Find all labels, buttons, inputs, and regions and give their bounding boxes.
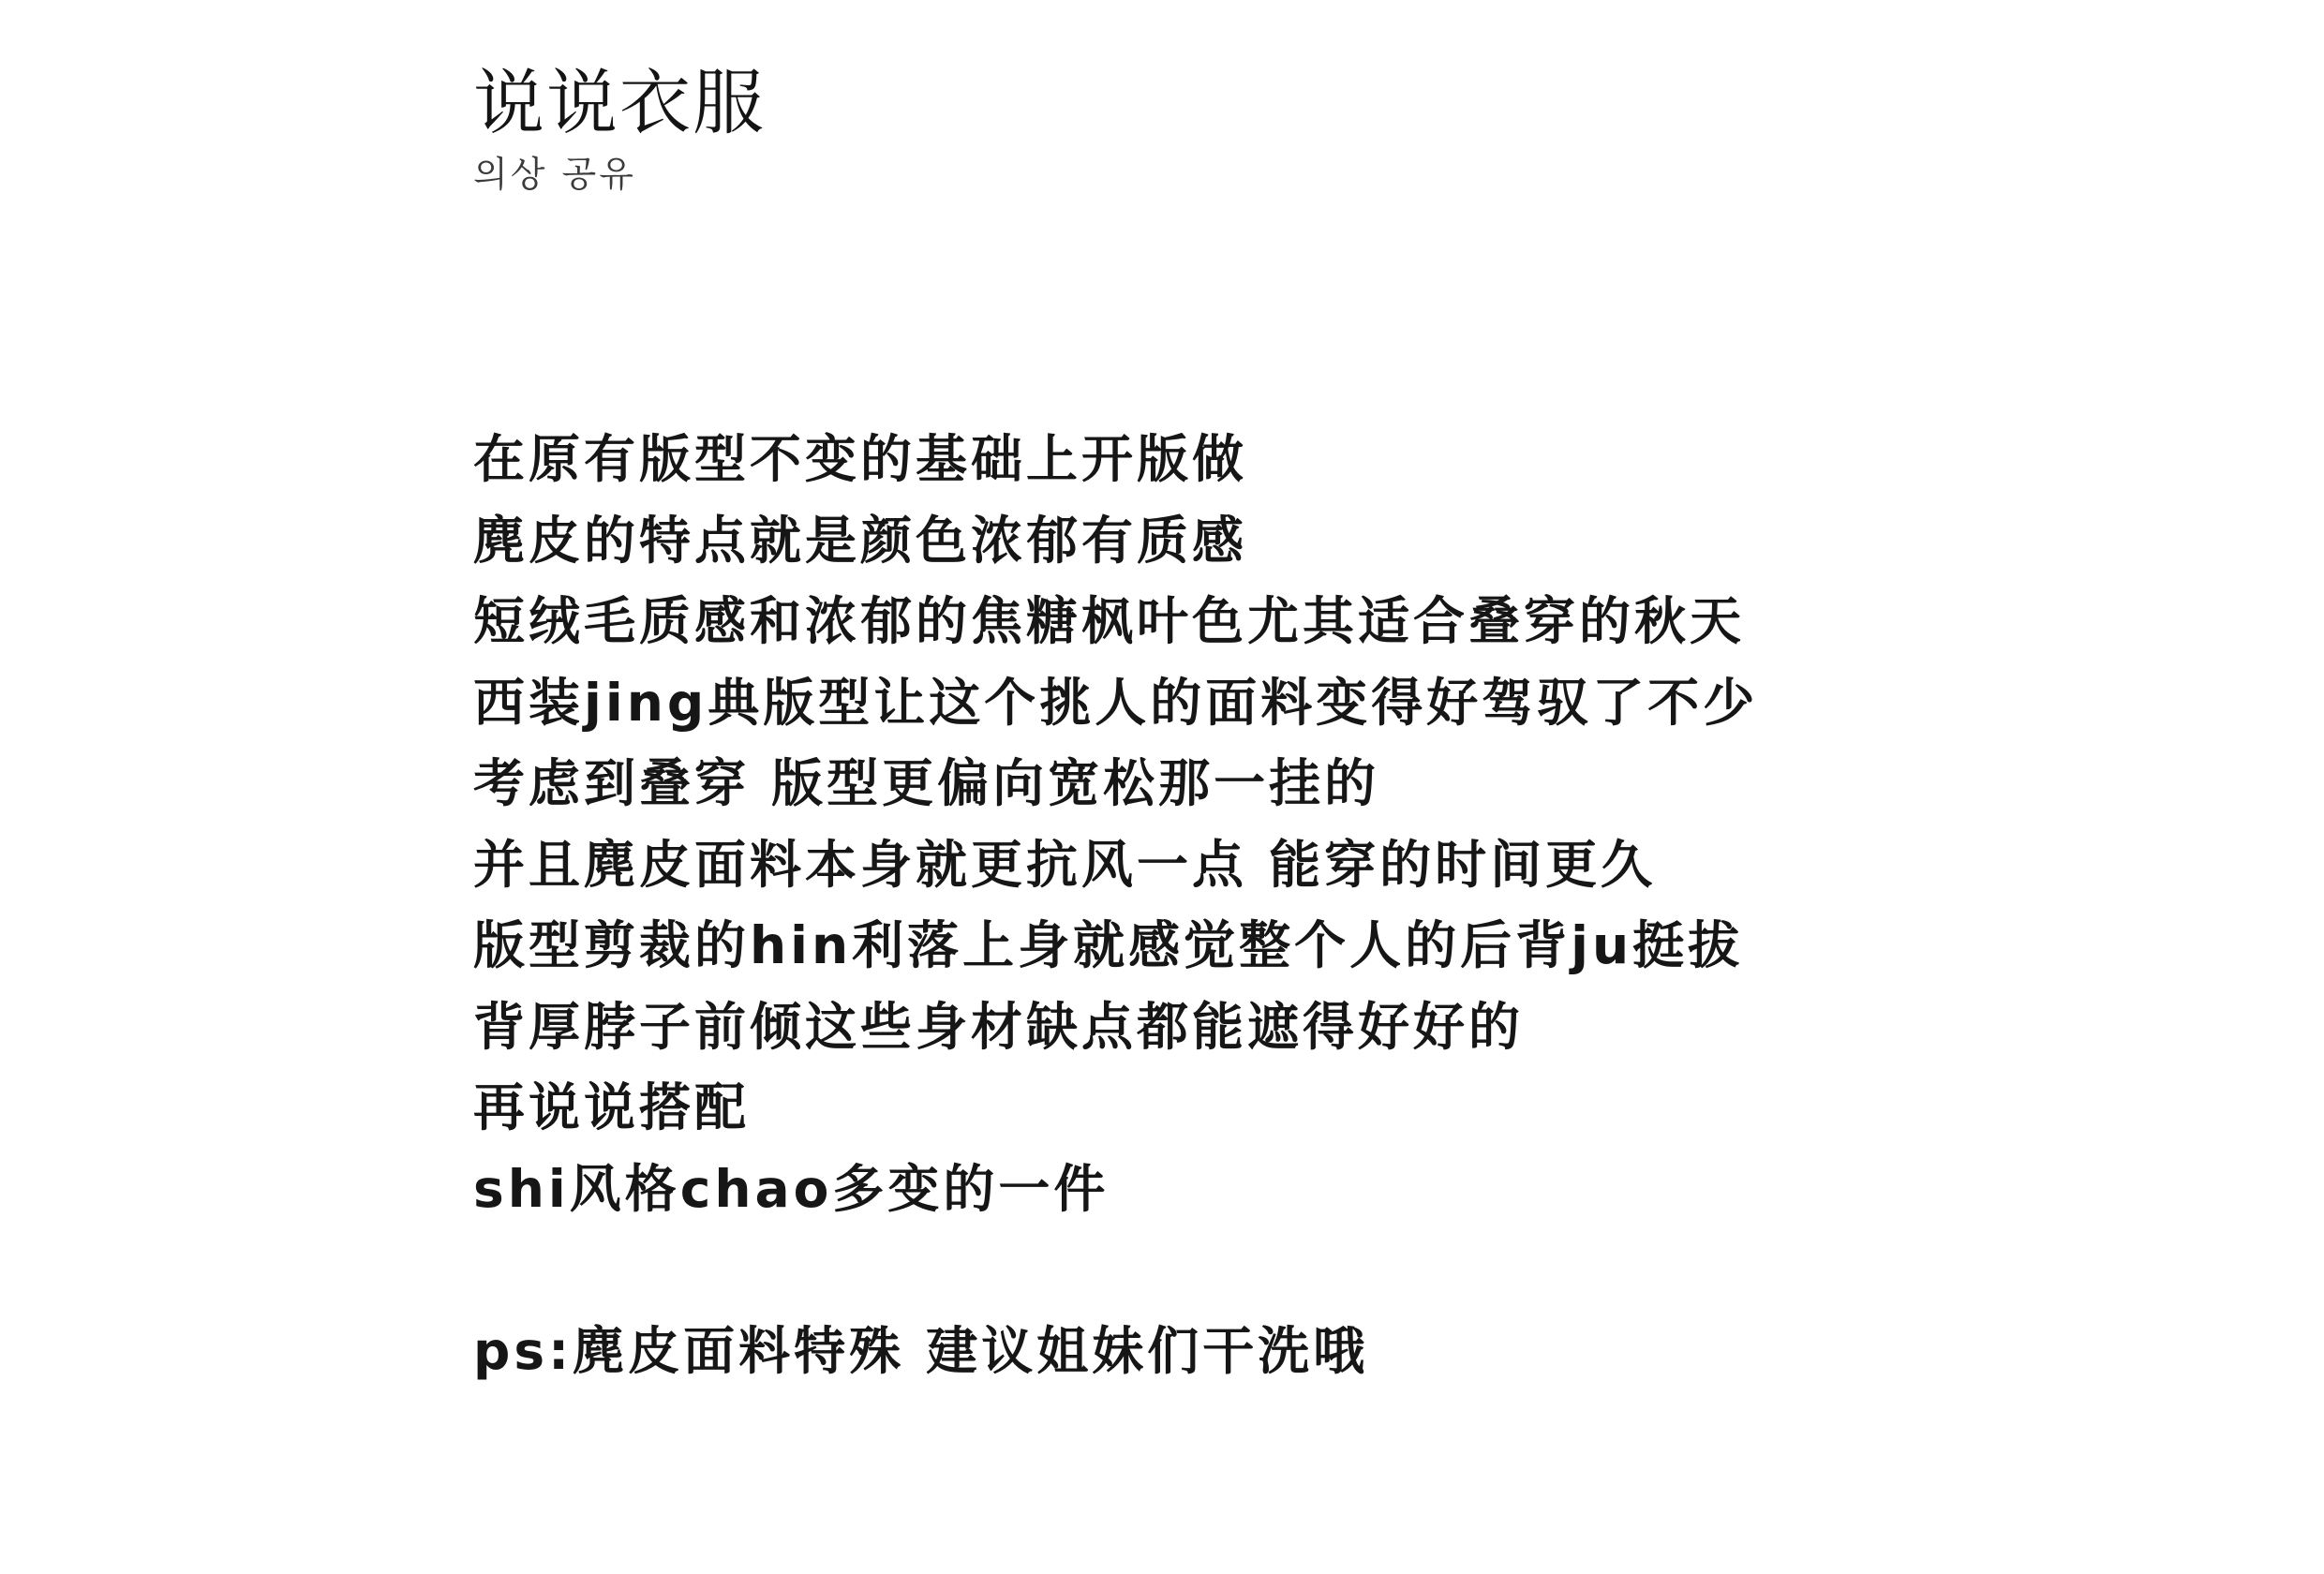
text-line: 短绒毛质感和浓郁的焦糖枫叶色尤其适合叠穿的秋天: [473, 591, 1746, 651]
page-title: 说说衣服: [473, 61, 766, 144]
text-line: 在原有版型不变的基础上开版做: [473, 429, 1248, 489]
text-line: 背厚脖子前倾这些身材缺点都能遮得好好的: [473, 996, 1525, 1057]
document-header: [473, 58, 766, 197]
body-text: [473, 419, 2254, 1391]
blank-line: [473, 1229, 2254, 1311]
text-line: 西装jing典版型让这个挑人的面料变得好驾驭了不少: [473, 672, 1759, 733]
page-subtitle: 의상 공유: [473, 154, 636, 195]
text-line: shi风格chao多变的一件: [473, 1158, 1110, 1219]
text-line: 再说说搭配: [473, 1077, 751, 1137]
ps-note: ps:麂皮面料特殊 建议姐妹们干洗哦: [473, 1320, 1369, 1381]
text-line: 并且麂皮面料本身就更抗风一点 能穿的时间更久: [473, 834, 1657, 895]
text-line: 考虑到叠穿 版型更偏向宽松那一挂的: [473, 753, 1380, 813]
text-line: 版型剪裁的hin利落上身就感觉整个人的后背ju挺拔: [473, 915, 1744, 975]
text-line: 麂皮的特点就是颜色浓郁有质感: [473, 510, 1248, 571]
